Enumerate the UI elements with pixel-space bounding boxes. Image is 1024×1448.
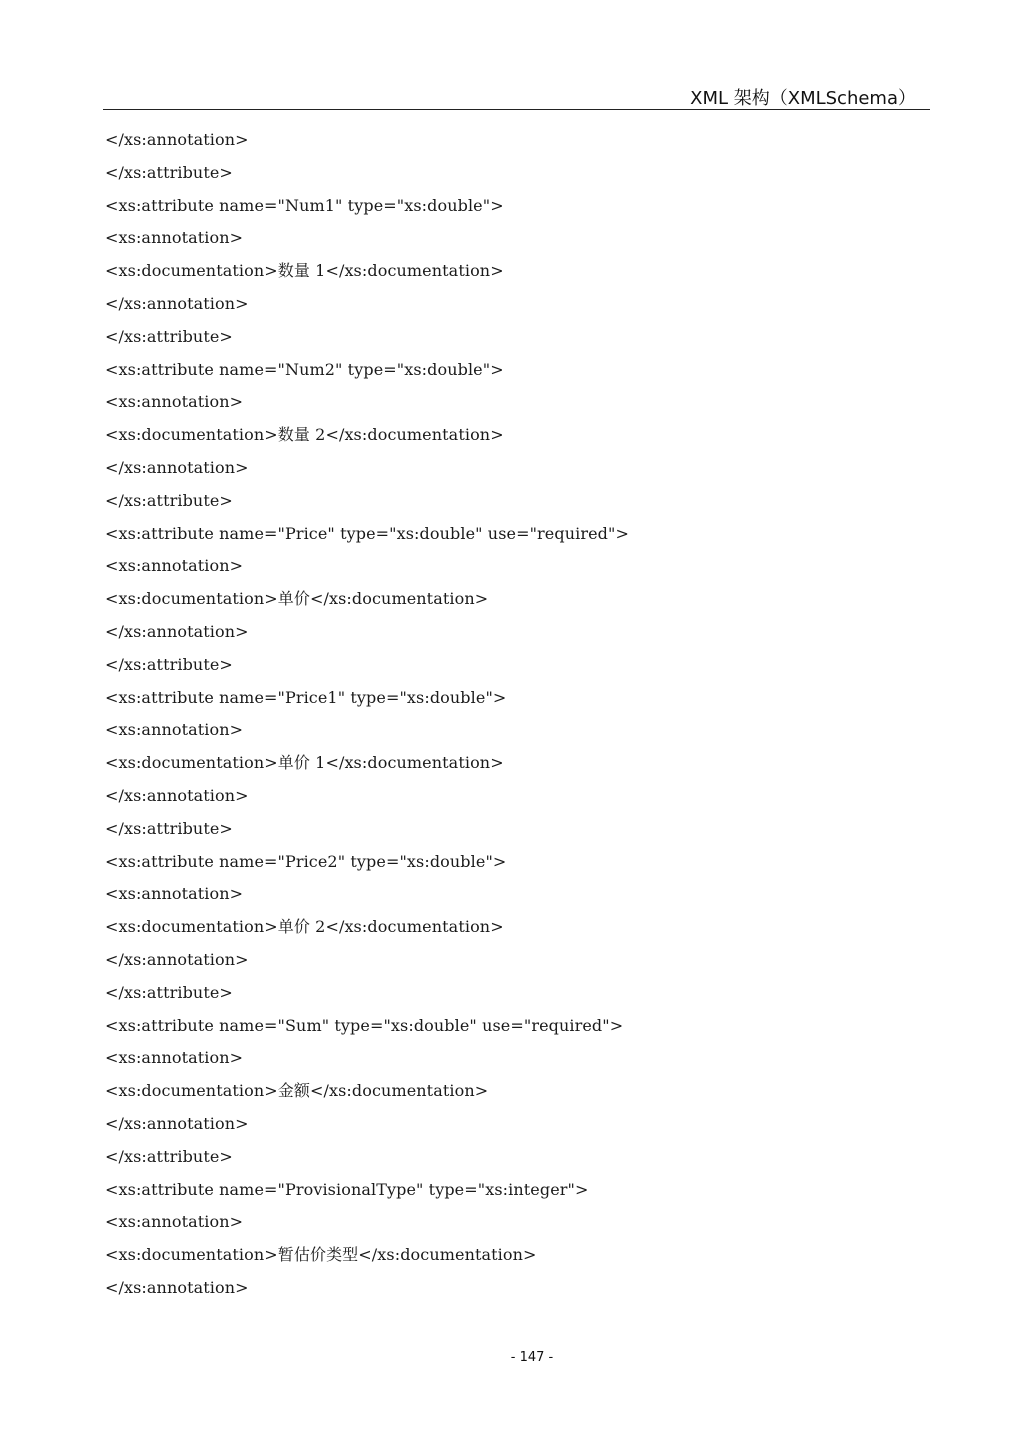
code-line: </xs:annotation> <box>105 949 249 969</box>
code-line: <xs:annotation> <box>105 228 244 248</box>
running-header-title: XML 架构（XMLSchema） <box>690 88 916 109</box>
code-line: </xs:attribute> <box>105 654 233 674</box>
code-line: <xs:documentation>单价 2</xs:documentation> <box>105 917 504 937</box>
code-line: <xs:annotation> <box>105 392 244 412</box>
page-number: - 147 - <box>510 1350 554 1365</box>
code-line: </xs:attribute> <box>105 490 233 510</box>
code-line: <xs:documentation>暂估价类型</xs:documentation> <box>105 1245 537 1265</box>
code-line: <xs:documentation>数量 2</xs:documentation> <box>105 425 504 445</box>
xml-code-listing <box>105 124 629 1305</box>
code-line: </xs:annotation> <box>105 785 249 805</box>
code-line: </xs:attribute> <box>105 326 233 346</box>
code-line: <xs:attribute name="Price" type="xs:double" use="required"> <box>105 523 629 543</box>
code-line: </xs:annotation> <box>105 293 249 313</box>
code-line: <xs:attribute name="Num1" type="xs:double"> <box>105 195 504 215</box>
code-line: </xs:annotation> <box>105 621 249 641</box>
code-line: <xs:annotation> <box>105 556 244 576</box>
code-line: <xs:attribute name="Sum" type="xs:double" use="required"> <box>105 1015 624 1035</box>
code-line: <xs:attribute name="ProvisionalType" type="xs:integer"> <box>105 1179 589 1199</box>
code-line: <xs:documentation>金额</xs:documentation> <box>105 1081 489 1101</box>
code-line: <xs:documentation>单价 1</xs:documentation> <box>105 753 504 773</box>
code-line: <xs:annotation> <box>105 1048 244 1068</box>
code-line: </xs:annotation> <box>105 1277 249 1297</box>
code-line: </xs:attribute> <box>105 982 233 1002</box>
code-line: <xs:attribute name="Num2" type="xs:double"> <box>105 359 504 379</box>
code-line: </xs:attribute> <box>105 1146 233 1166</box>
code-line: </xs:attribute> <box>105 818 233 838</box>
code-line: <xs:annotation> <box>105 884 244 904</box>
header-divider <box>103 109 930 110</box>
code-line: </xs:annotation> <box>105 130 249 149</box>
code-line: </xs:annotation> <box>105 1113 249 1133</box>
code-line: <xs:annotation> <box>105 1212 244 1232</box>
code-line: <xs:documentation>单价</xs:documentation> <box>105 589 489 609</box>
code-line: <xs:annotation> <box>105 720 244 740</box>
code-line: </xs:annotation> <box>105 457 249 477</box>
code-line: <xs:attribute name="Price1" type="xs:double"> <box>105 687 507 707</box>
code-line: </xs:attribute> <box>105 162 233 182</box>
code-line: <xs:attribute name="Price2" type="xs:double"> <box>105 851 507 871</box>
code-line: <xs:documentation>数量 1</xs:documentation> <box>105 261 504 281</box>
